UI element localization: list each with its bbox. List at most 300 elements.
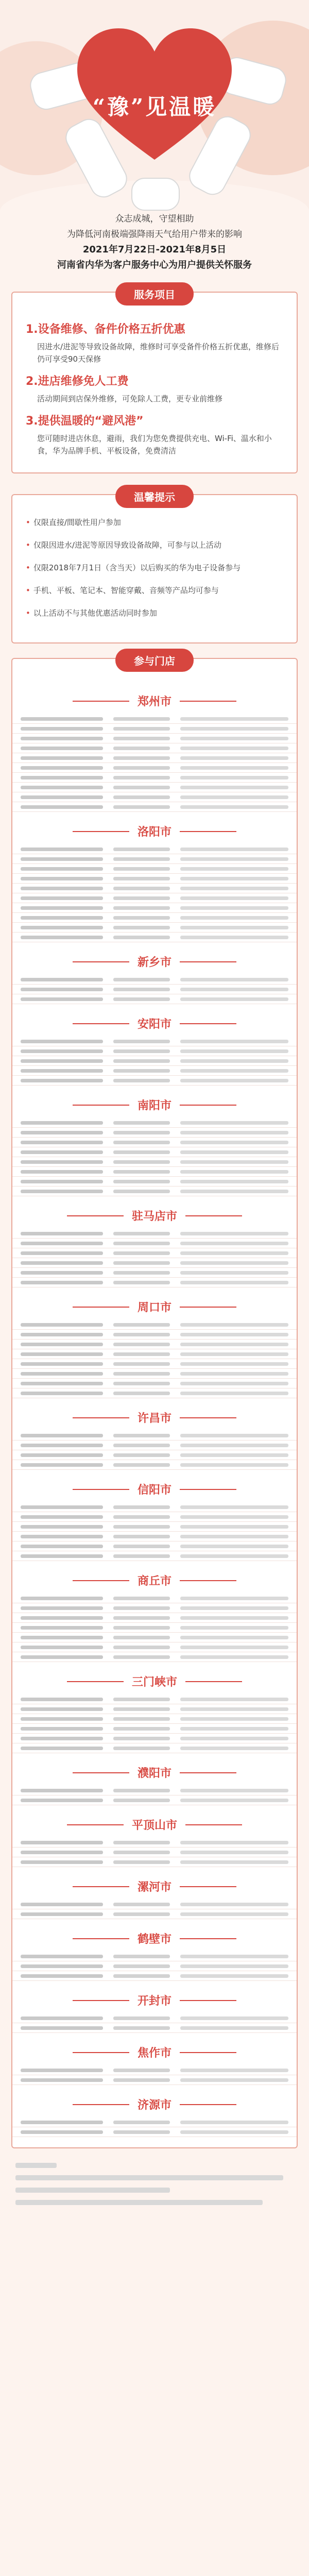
text-placeholder: [180, 776, 288, 779]
text-placeholder: [113, 1964, 170, 1968]
text-placeholder: [113, 1616, 170, 1620]
text-placeholder: [180, 1382, 288, 1385]
text-placeholder: [113, 1271, 170, 1275]
store-row: [12, 1187, 297, 1196]
text-placeholder: [113, 887, 170, 890]
store-row: [12, 994, 297, 1004]
divider: [73, 1105, 129, 1106]
text-placeholder: [180, 1261, 288, 1265]
text-placeholder: [113, 916, 170, 920]
text-placeholder: [180, 2121, 288, 2124]
divider: [73, 1886, 129, 1887]
divider: [73, 1938, 129, 1939]
text-placeholder: [180, 1554, 288, 1558]
bullet-icon: •: [26, 563, 30, 572]
text-placeholder: [113, 877, 170, 880]
footnotes: [15, 2163, 294, 2205]
footnote-placeholder: [15, 2188, 170, 2193]
text-placeholder: [113, 1453, 170, 1457]
store-row: [12, 1239, 297, 1248]
text-placeholder: [21, 1069, 103, 1073]
text-placeholder: [113, 786, 170, 789]
store-row: [12, 1330, 297, 1340]
store-row: [12, 2065, 297, 2075]
store-row: [12, 1248, 297, 1258]
divider: [73, 831, 129, 832]
store-row: [12, 874, 297, 884]
bullet-icon: •: [26, 518, 30, 527]
store-row: [12, 1623, 297, 1633]
text-placeholder: [21, 727, 103, 731]
text-placeholder: [113, 1434, 170, 1437]
store-row: [12, 1594, 297, 1603]
text-placeholder: [21, 1362, 103, 1366]
store-row: [12, 1952, 297, 1961]
city-heading: [12, 1410, 297, 1426]
text-placeholder: [21, 887, 103, 890]
city-heading: [12, 1097, 297, 1113]
store-row: [12, 1704, 297, 1714]
text-placeholder: [180, 848, 288, 851]
divider: [73, 2104, 129, 2105]
divider: [73, 1417, 129, 1418]
text-placeholder: [21, 1281, 103, 1284]
text-placeholder: [113, 936, 170, 939]
city-name: 信阳市: [137, 1484, 171, 1497]
text-placeholder: [113, 2130, 170, 2134]
text-placeholder: [113, 2069, 170, 2072]
tip-item: [26, 584, 283, 597]
text-placeholder: [180, 906, 288, 910]
text-placeholder: [180, 1343, 288, 1346]
text-placeholder: [113, 1626, 170, 1630]
text-placeholder: [21, 1655, 103, 1659]
store-row: [12, 884, 297, 893]
store-row: [12, 763, 297, 773]
store-row: [12, 1066, 297, 1076]
text-placeholder: [113, 926, 170, 929]
city-name: 平顶山市: [131, 1819, 177, 1832]
divider: [180, 1489, 236, 1490]
text-placeholder: [180, 1281, 288, 1284]
tip-text: 手机、平板、笔记本、智能穿戴、音频等产品均可参与: [33, 586, 219, 595]
text-placeholder: [21, 1515, 103, 1519]
text-placeholder: [113, 727, 170, 731]
section-heading: 温馨提示: [115, 485, 194, 508]
store-row: [12, 844, 297, 854]
bullet-icon: •: [26, 586, 30, 595]
text-placeholder: [180, 1190, 288, 1193]
text-placeholder: [180, 1170, 288, 1174]
divider: [180, 2000, 236, 2001]
text-placeholder: [113, 1382, 170, 1385]
text-placeholder: [113, 1251, 170, 1255]
tips-section: [11, 491, 298, 643]
store-row: [12, 1652, 297, 1662]
text-placeholder: [180, 857, 288, 861]
divider: [73, 701, 129, 702]
store-row: [12, 1278, 297, 1287]
tip-text: 仅限直接/間歇性用户参加: [33, 518, 121, 527]
service-desc: 活动期间到店保外维修，可免除人工费，更专业前维修: [37, 394, 223, 403]
divider: [180, 1580, 236, 1581]
text-placeholder: [180, 1799, 288, 1802]
text-placeholder: [113, 1079, 170, 1082]
text-placeholder: [113, 1362, 170, 1366]
text-placeholder: [180, 1242, 288, 1245]
tip-text: 仅限因进水/进泥等原因导致设备故障，可参与以上活动: [33, 540, 221, 550]
text-placeholder: [21, 906, 103, 910]
text-placeholder: [113, 1747, 170, 1750]
text-placeholder: [180, 1698, 288, 1701]
city-name: 驻马店市: [131, 1210, 177, 1223]
text-placeholder: [180, 1131, 288, 1134]
store-row: [12, 1147, 297, 1157]
store-row: [12, 1512, 297, 1522]
text-placeholder: [180, 1737, 288, 1740]
text-placeholder: [21, 1170, 103, 1174]
store-row: [12, 1551, 297, 1561]
service-title: 2.进店维修免人工费: [26, 375, 129, 388]
text-placeholder: [180, 1372, 288, 1376]
text-placeholder: [113, 1545, 170, 1548]
store-row: [12, 1460, 297, 1470]
text-placeholder: [180, 1747, 288, 1750]
city-name: 鹤壁市: [137, 1933, 171, 1946]
city-name: 商丘市: [137, 1575, 171, 1588]
city-heading: [12, 1817, 297, 1833]
text-placeholder: [180, 936, 288, 939]
store-row: [12, 1694, 297, 1704]
text-placeholder: [180, 786, 288, 789]
store-row: [12, 1603, 297, 1613]
text-placeholder: [180, 766, 288, 770]
text-placeholder: [21, 1079, 103, 1082]
text-placeholder: [21, 2130, 103, 2134]
text-placeholder: [180, 1180, 288, 1183]
text-placeholder: [21, 1180, 103, 1183]
text-placeholder: [21, 1049, 103, 1053]
text-placeholder: [21, 1851, 103, 1854]
city-heading: [12, 2044, 297, 2060]
text-placeholder: [180, 1597, 288, 1600]
text-placeholder: [180, 988, 288, 991]
store-row: [12, 1076, 297, 1086]
divider: [73, 1772, 129, 1773]
text-placeholder: [113, 997, 170, 1001]
store-row: [12, 1369, 297, 1379]
store-row: [12, 903, 297, 913]
store-row: [12, 1633, 297, 1642]
tip-item: [26, 606, 283, 620]
text-placeholder: [21, 1737, 103, 1740]
city-name: 开封市: [137, 1995, 171, 2008]
text-placeholder: [21, 1160, 103, 1164]
text-placeholder: [21, 1382, 103, 1385]
bullet-icon: •: [26, 540, 30, 550]
text-placeholder: [180, 2016, 288, 2020]
text-placeholder: [21, 1333, 103, 1336]
text-placeholder: [21, 1964, 103, 1968]
divider: [73, 1580, 129, 1581]
text-placeholder: [180, 805, 288, 809]
text-placeholder: [21, 1912, 103, 1916]
divider: [185, 1215, 242, 1216]
text-placeholder: [21, 978, 103, 981]
store-row: [12, 1440, 297, 1450]
text-placeholder: [113, 978, 170, 981]
divider: [73, 961, 129, 962]
section-heading: 参与门店: [115, 649, 194, 672]
text-placeholder: [21, 1444, 103, 1447]
text-placeholder: [21, 1453, 103, 1457]
text-placeholder: [113, 1150, 170, 1154]
text-placeholder: [180, 1912, 288, 1916]
store-row: [12, 1128, 297, 1138]
text-placeholder: [21, 1059, 103, 1063]
text-placeholder: [180, 1535, 288, 1538]
store-row: [12, 864, 297, 874]
store-row: [12, 923, 297, 933]
text-placeholder: [180, 1646, 288, 1649]
text-placeholder: [180, 1860, 288, 1864]
text-placeholder: [113, 1597, 170, 1600]
text-placeholder: [180, 1655, 288, 1659]
text-placeholder: [113, 1737, 170, 1740]
text-placeholder: [21, 1261, 103, 1265]
text-placeholder: [21, 857, 103, 861]
text-placeholder: [21, 1799, 103, 1802]
text-placeholder: [180, 1626, 288, 1630]
text-placeholder: [21, 717, 103, 721]
text-placeholder: [21, 1616, 103, 1620]
text-placeholder: [113, 1646, 170, 1649]
text-placeholder: [180, 1392, 288, 1395]
text-placeholder: [113, 1141, 170, 1144]
store-row: [12, 1532, 297, 1541]
text-placeholder: [180, 1049, 288, 1053]
store-row: [12, 1359, 297, 1369]
hero-title: “豫”见温暖: [92, 94, 217, 120]
store-row: [12, 1138, 297, 1147]
text-placeholder: [113, 1333, 170, 1336]
city-name: 漯河市: [137, 1881, 171, 1894]
text-placeholder: [21, 1251, 103, 1255]
text-placeholder: [21, 1717, 103, 1721]
stores-section: [11, 655, 298, 2148]
store-row: [12, 975, 297, 985]
text-placeholder: [21, 988, 103, 991]
city-heading: [12, 2096, 297, 2112]
text-placeholder: [113, 1860, 170, 1864]
text-placeholder: [180, 1545, 288, 1548]
text-placeholder: [180, 1232, 288, 1235]
store-row: [12, 1037, 297, 1046]
text-placeholder: [180, 997, 288, 1001]
text-placeholder: [21, 2016, 103, 2020]
store-row: [12, 1388, 297, 1398]
text-placeholder: [113, 1727, 170, 1731]
text-placeholder: [113, 896, 170, 900]
store-row: [12, 1961, 297, 1971]
text-placeholder: [113, 988, 170, 991]
text-placeholder: [180, 916, 288, 920]
text-placeholder: [21, 877, 103, 880]
text-placeholder: [180, 896, 288, 900]
text-placeholder: [113, 2078, 170, 2082]
text-placeholder: [21, 1463, 103, 1467]
text-placeholder: [21, 1150, 103, 1154]
store-row: [12, 1541, 297, 1551]
service-desc: 因进水/进泥等导致设备故障，维修时可享受备件价格五折优惠，维修后仍可享受90天保修: [37, 342, 280, 364]
text-placeholder: [180, 2026, 288, 2030]
hand-illustration: [131, 178, 180, 211]
city-name: 三门峡市: [131, 1676, 177, 1689]
text-placeholder: [113, 1717, 170, 1721]
text-placeholder: [180, 1323, 288, 1327]
text-placeholder: [180, 1525, 288, 1529]
text-placeholder: [21, 1554, 103, 1558]
text-placeholder: [113, 1707, 170, 1711]
store-row: [12, 1056, 297, 1066]
store-row: [12, 893, 297, 903]
city-heading: [12, 954, 297, 970]
text-placeholder: [113, 1515, 170, 1519]
divider: [67, 1215, 124, 1216]
text-placeholder: [113, 1160, 170, 1164]
text-placeholder: [180, 926, 288, 929]
text-placeholder: [21, 766, 103, 770]
divider: [185, 1824, 242, 1825]
text-placeholder: [180, 1079, 288, 1082]
text-placeholder: [180, 1727, 288, 1731]
text-placeholder: [180, 1851, 288, 1854]
text-placeholder: [180, 1251, 288, 1255]
store-row: [12, 1795, 297, 1805]
store-row: [12, 1786, 297, 1795]
store-row: [12, 2127, 297, 2137]
text-placeholder: [113, 1131, 170, 1134]
text-placeholder: [21, 1597, 103, 1600]
text-placeholder: [21, 867, 103, 871]
service-desc: 您可随时进店休息，避雨，我们为您免费提供充电、Wi-Fi、温水和小食，华为品牌手机、平板设备，免费清洁: [37, 434, 272, 455]
divider: [73, 2052, 129, 2053]
text-placeholder: [180, 1434, 288, 1437]
text-placeholder: [180, 1271, 288, 1275]
text-placeholder: [180, 747, 288, 750]
store-row: [12, 743, 297, 753]
text-placeholder: [180, 1515, 288, 1519]
text-placeholder: [113, 1343, 170, 1346]
intro-line: 众志成城，守望相助: [115, 214, 194, 224]
text-placeholder: [21, 1372, 103, 1376]
store-row: [12, 1349, 297, 1359]
divider: [180, 2104, 236, 2105]
text-placeholder: [113, 1606, 170, 1610]
text-placeholder: [21, 1903, 103, 1906]
text-placeholder: [180, 717, 288, 721]
city-name: 焦作市: [137, 2047, 171, 2060]
divider: [180, 1886, 236, 1887]
text-placeholder: [180, 887, 288, 890]
city-heading: [12, 823, 297, 839]
intro-line: 河南省内华为客户服务中心为用户提供关怀服务: [57, 260, 252, 270]
footnote-placeholder: [15, 2200, 263, 2205]
section-heading: 服务项目: [115, 282, 194, 306]
city-heading: [12, 1208, 297, 1224]
store-row: [12, 913, 297, 923]
text-placeholder: [113, 1040, 170, 1043]
text-placeholder: [21, 896, 103, 900]
text-placeholder: [113, 1323, 170, 1327]
store-row: [12, 1157, 297, 1167]
footnote-placeholder: [15, 2175, 283, 2180]
intro-date: 2021年7月22日-2021年8月5日: [82, 244, 227, 255]
text-placeholder: [113, 756, 170, 760]
text-placeholder: [180, 1789, 288, 1792]
divider: [180, 961, 236, 962]
text-placeholder: [180, 2078, 288, 2082]
tip-text: 以上活动不与其他优惠活动同时参加: [33, 608, 157, 618]
store-row: [12, 1714, 297, 1724]
city-heading: [12, 1481, 297, 1497]
text-placeholder: [21, 1606, 103, 1610]
store-row: [12, 1177, 297, 1187]
text-placeholder: [21, 1141, 103, 1144]
store-row: [12, 734, 297, 743]
text-placeholder: [21, 997, 103, 1001]
store-row: [12, 985, 297, 994]
service-item: [26, 320, 283, 365]
text-placeholder: [21, 1860, 103, 1864]
divider: [73, 1023, 129, 1024]
store-row: [12, 1502, 297, 1512]
text-placeholder: [180, 737, 288, 740]
text-placeholder: [113, 1180, 170, 1183]
divider: [67, 1681, 124, 1682]
city-heading: [12, 1992, 297, 2008]
text-placeholder: [113, 1069, 170, 1073]
text-placeholder: [113, 747, 170, 750]
city-heading: [12, 1015, 297, 1031]
store-row: [12, 724, 297, 734]
store-row: [12, 792, 297, 802]
text-placeholder: [21, 756, 103, 760]
divider: [180, 1772, 236, 1773]
text-placeholder: [113, 1554, 170, 1558]
store-row: [12, 1258, 297, 1268]
text-placeholder: [21, 1040, 103, 1043]
store-row: [12, 1268, 297, 1278]
text-placeholder: [180, 1463, 288, 1467]
text-placeholder: [113, 1059, 170, 1063]
divider: [73, 1307, 129, 1308]
store-row: [12, 1724, 297, 1734]
text-placeholder: [180, 1903, 288, 1906]
city-heading: [12, 1572, 297, 1588]
text-placeholder: [113, 1535, 170, 1538]
text-placeholder: [113, 1392, 170, 1395]
divider: [180, 1417, 236, 1418]
text-placeholder: [21, 1352, 103, 1356]
store-row: [12, 1734, 297, 1743]
divider: [180, 1307, 236, 1308]
text-placeholder: [21, 1434, 103, 1437]
text-placeholder: [21, 1636, 103, 1639]
service-title: 3.提供温暖的“避风港”: [26, 415, 144, 428]
city-list: [12, 693, 297, 2137]
store-row: [12, 1167, 297, 1177]
